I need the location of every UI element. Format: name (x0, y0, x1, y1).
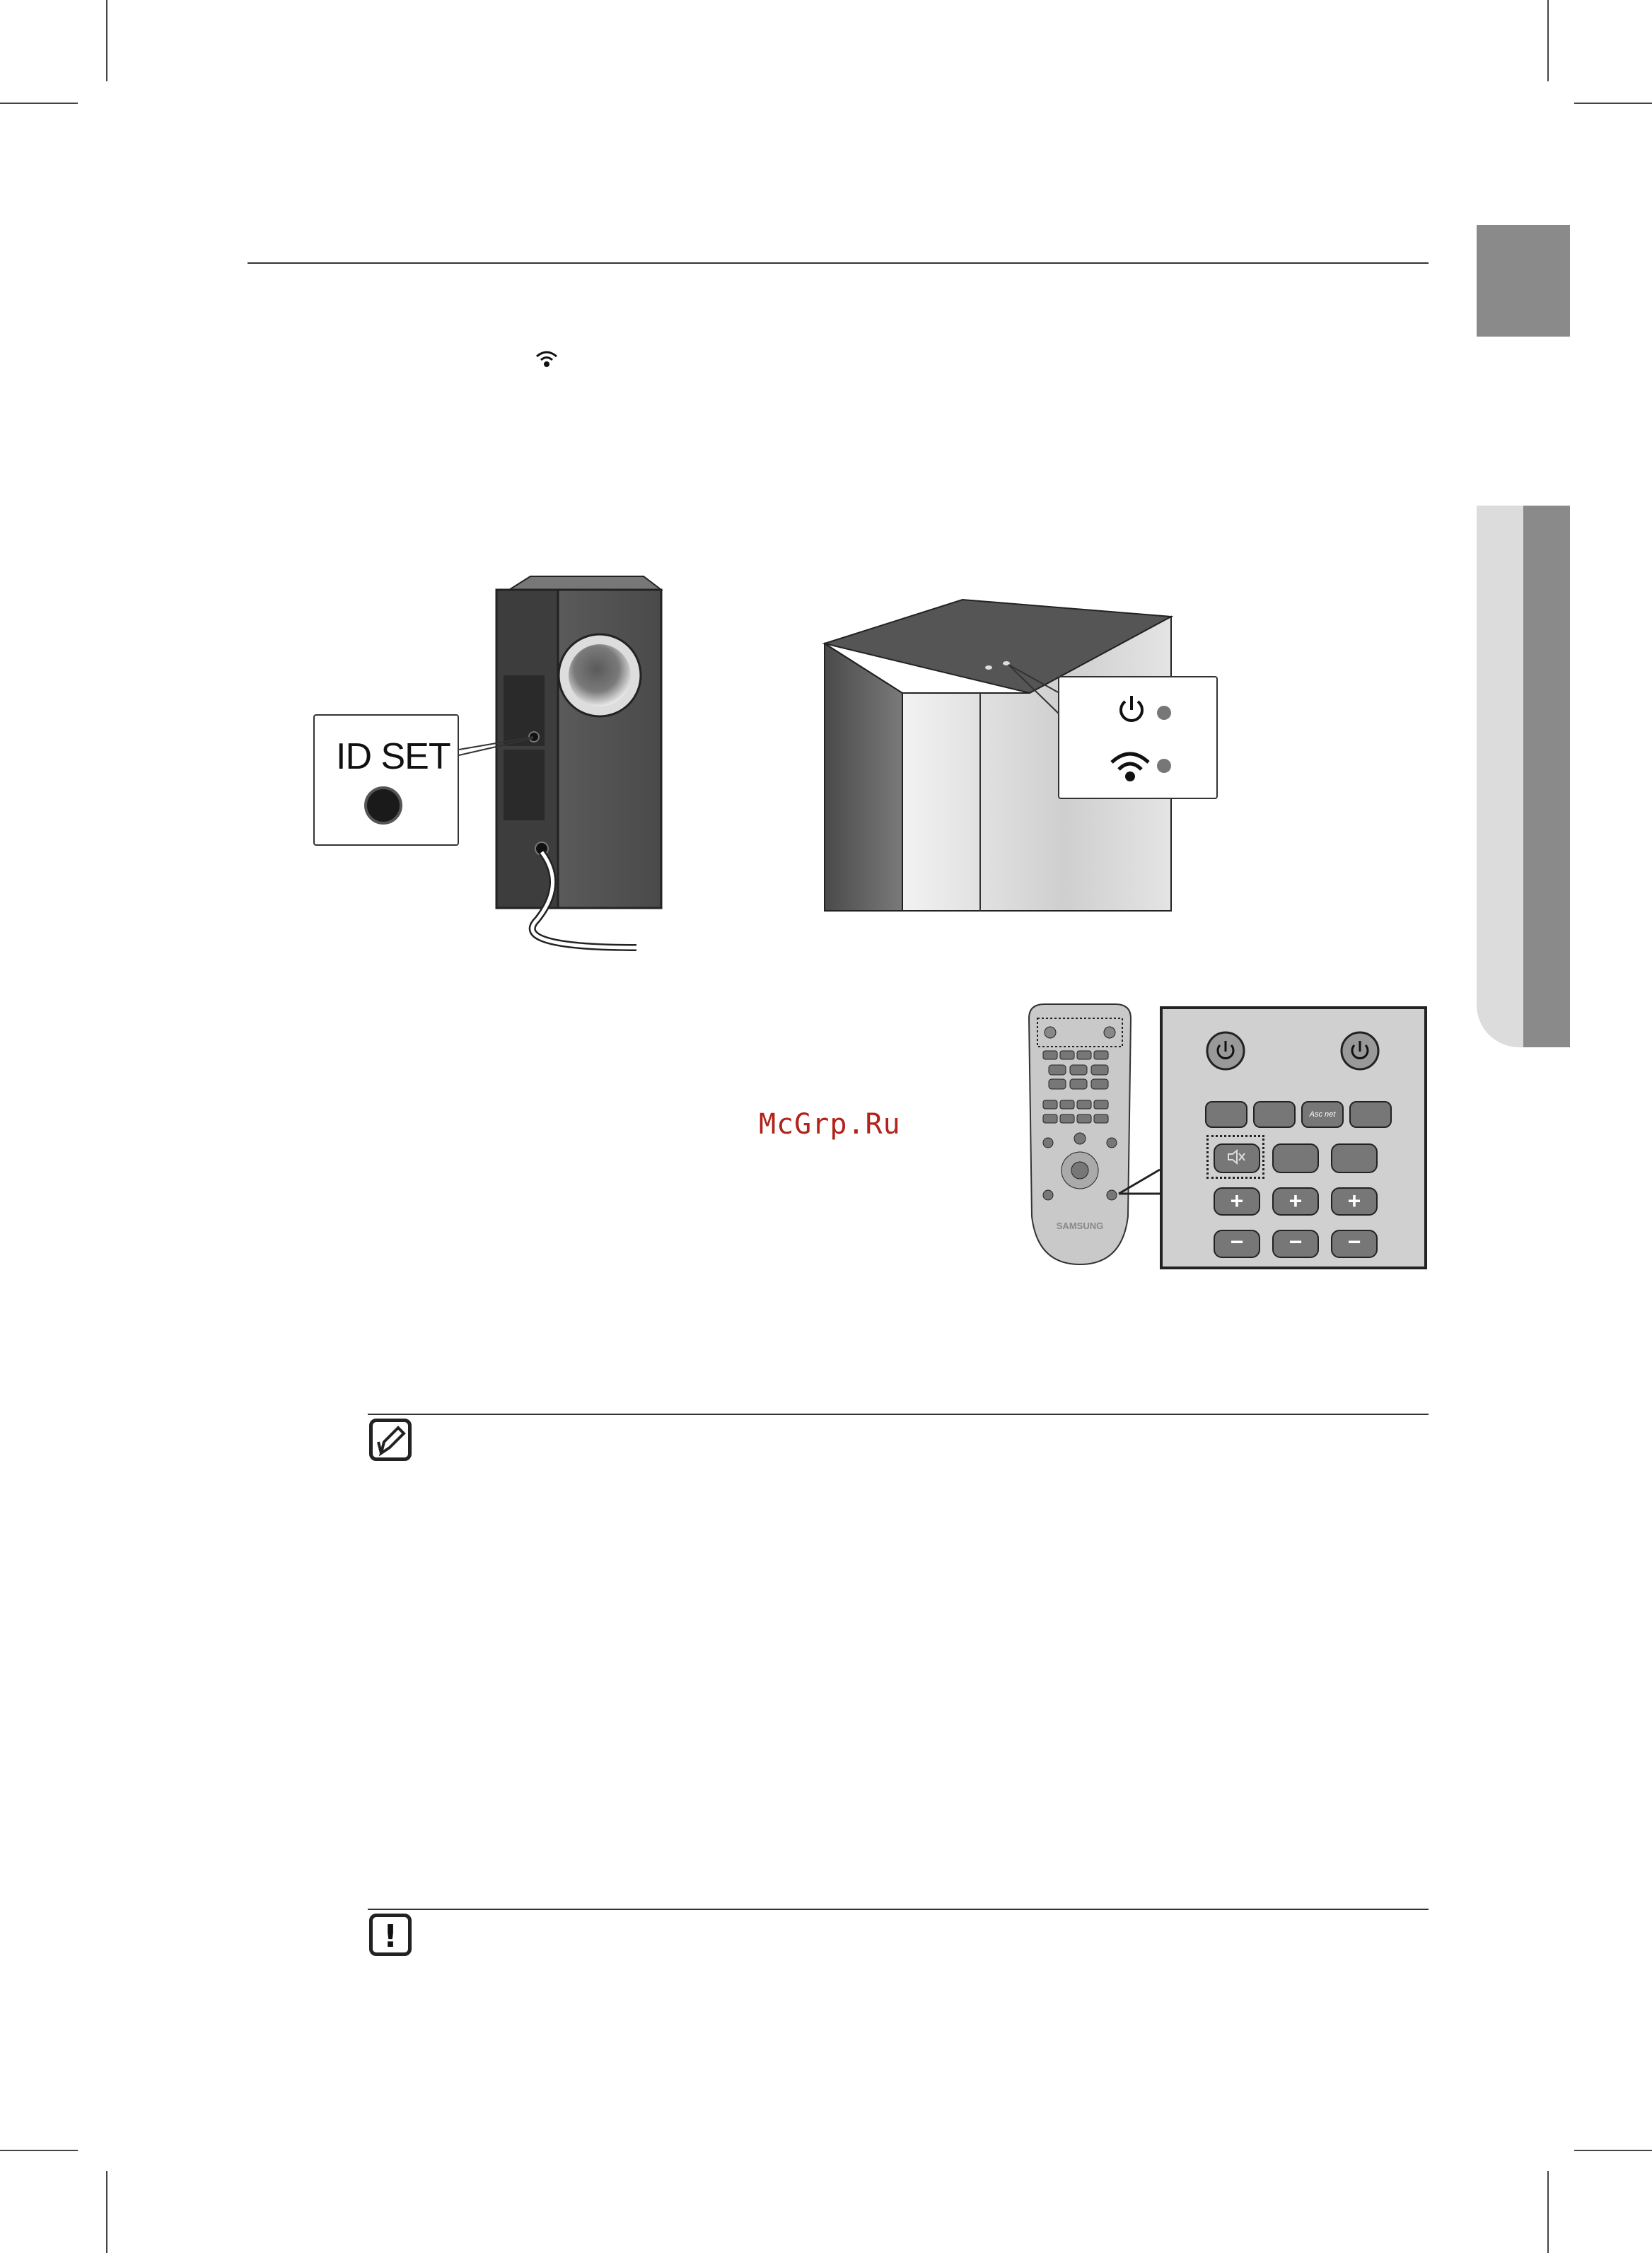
subwoofer-illustration (488, 580, 665, 976)
header-rule (248, 262, 1429, 264)
minus-button: − (1272, 1230, 1319, 1258)
caution-icon: ! (369, 1914, 412, 1956)
plus-button: + (1214, 1187, 1260, 1216)
remote-callout-leader (1119, 1167, 1161, 1195)
power-icon (1339, 1030, 1380, 1071)
id-set-button (364, 786, 402, 825)
remote-control (1023, 1004, 1136, 1266)
indicator-callout (1058, 676, 1218, 799)
crop-mark (106, 0, 107, 81)
remote-button (1253, 1101, 1296, 1128)
link-led (1157, 759, 1171, 773)
id-set-callout (313, 714, 459, 846)
remote-button (1331, 1143, 1378, 1173)
remote-button (1349, 1101, 1392, 1128)
asc-button: Asc net (1301, 1101, 1344, 1128)
crop-mark (1547, 2171, 1549, 2253)
side-tab-chapter (1477, 225, 1570, 337)
watermark: McGrp.Ru (759, 1108, 901, 1141)
crop-mark (0, 103, 78, 104)
note-rule (368, 1414, 1429, 1415)
remote-button (1205, 1101, 1247, 1128)
power-icon (1117, 693, 1146, 726)
remote-zoom-panel (1160, 1006, 1427, 1269)
wireless-icon (1109, 748, 1151, 784)
crop-mark (106, 2171, 107, 2253)
crop-mark (1547, 0, 1549, 81)
plus-button: + (1331, 1187, 1378, 1216)
power-icon (1205, 1030, 1246, 1071)
minus-button: − (1331, 1230, 1378, 1258)
remote-brand: SAMSUNG (1056, 1221, 1104, 1231)
crop-mark (0, 2150, 78, 2151)
side-tab-section (1477, 506, 1570, 1047)
plus-button: + (1272, 1187, 1319, 1216)
remote-button (1272, 1143, 1319, 1173)
callout-leader (459, 728, 537, 757)
minus-button: − (1214, 1230, 1260, 1258)
note-icon (369, 1419, 412, 1461)
caution-rule (368, 1909, 1429, 1910)
wireless-icon (535, 349, 559, 368)
crop-mark (1574, 2150, 1652, 2151)
mute-icon (1226, 1149, 1246, 1165)
id-set-label: ID SET (336, 736, 450, 777)
crop-mark (1574, 103, 1652, 104)
power-led (1157, 706, 1171, 720)
